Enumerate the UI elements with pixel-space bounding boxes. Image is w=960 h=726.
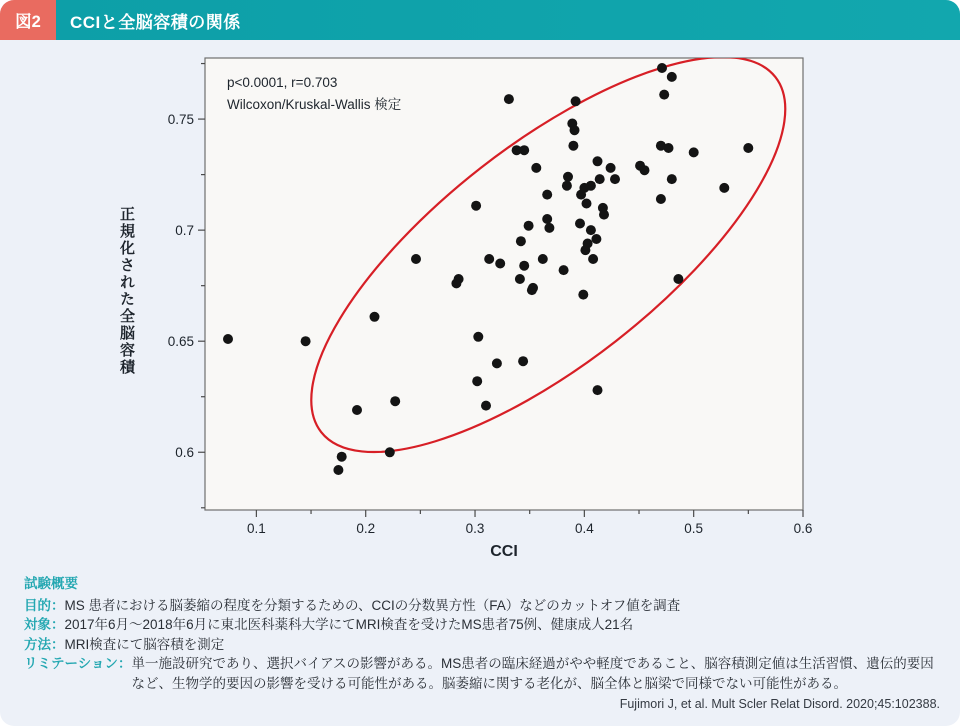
figure-number-badge: 図2 [0,0,56,40]
overview-item-text: 2017年6月～2018年6月に東北医科薬科大学にてMRI検査を受けたMS患者75例、健康成人21名 [64,617,634,633]
x-tick-label: 0.2 [356,521,376,536]
scatter-point [570,125,580,135]
scatter-point [352,405,362,415]
scatter-point [656,194,666,204]
scatter-point [664,143,674,153]
overview-item-method [24,635,940,655]
study-overview [24,574,940,693]
overview-item-label: 方法： [24,636,65,652]
scatter-point [562,181,572,191]
overview-item-label: 対象： [24,617,65,633]
scatter-point [337,452,347,462]
y-tick-label: 0.6 [175,444,194,460]
scatter-point [673,274,683,284]
overview-item-text: MS 患者における脳萎縮の程度を分類するための、CCIの分数異方性（FA）などのカットオフ値を調査 [64,597,681,613]
scatter-point [504,94,514,104]
scatter-point [563,172,573,182]
scatter-point [610,174,620,184]
x-tick-label: 0.5 [684,521,704,536]
scatter-point [472,376,482,386]
scatter-point [531,163,541,173]
scatter-point [492,358,502,368]
scatter-point [640,165,650,175]
scatter-point [559,265,569,275]
scatter-point [451,278,461,288]
scatter-point [599,210,609,220]
scatter-point [667,174,677,184]
scatter-point [481,401,491,411]
scatter-point [719,183,729,193]
study-overview-heading: 試験概要 [24,576,78,591]
scatter-point [571,96,581,106]
scatter-point [606,163,616,173]
scatter-point [516,236,526,246]
x-tick-label: 0.4 [574,521,594,536]
scatter-point [578,290,588,300]
scatter-point [743,143,753,153]
scatter-point [518,356,528,366]
overview-item-label: リミテーション： [24,656,132,672]
scatter-point [411,254,421,264]
scatter-point [385,447,395,457]
x-tick-label: 0.3 [465,521,485,536]
scatter-point [576,190,586,200]
scatter-point [593,385,603,395]
plot-area [205,58,803,510]
scatter-point [473,332,483,342]
scatter-point [519,261,529,271]
overview-item-purpose [24,596,940,616]
scatter-point [588,254,598,264]
x-tick-label: 0.6 [793,521,813,536]
citation: Fujimori J, et al. Mult Scler Relat Disord. 2020;45:102388. [619,697,940,711]
stats-annotation [227,72,401,117]
scatter-point [689,147,699,157]
overview-item-text: 単一施設研究であり、選択バイアスの影響がある。MS患者の臨床経過がやや軽度であること、脳容積測定値は生活習慣、遺伝的要因など、生物学的要因の影響を受ける可能性がある。脳萎縮に関する老化が、脳全体と脳梁で同様でない可能性がある。 [131,656,934,691]
overview-item-label: 目的： [24,597,65,613]
x-axis-label: CCI [490,543,518,560]
scatter-point [575,219,585,229]
scatter-point [542,214,552,224]
scatter-point [495,259,505,269]
overview-item-subjects [24,615,940,635]
overview-item-text: MRI検査にて脳容積を測定 [64,636,225,652]
scatter-point [471,201,481,211]
scatter-point [586,225,596,235]
scatter-point [591,234,601,244]
y-tick-label: 0.7 [175,222,194,238]
scatter-point [582,199,592,209]
y-tick-label: 0.75 [167,111,194,127]
x-tick-label: 0.1 [246,521,266,536]
overview-item-limitation [24,654,940,693]
scatter-point [542,190,552,200]
scatter-point [593,156,603,166]
scatter-point [667,72,677,82]
figure-title: CCIと全脳容積の関係 [56,0,960,40]
scatter-point [301,336,311,346]
scatter-point [659,90,669,100]
scatter-point [527,285,537,295]
y-tick-label: 0.65 [167,333,194,349]
scatter-point [538,254,548,264]
scatter-point [580,245,590,255]
scatter-point [515,274,525,284]
scatter-point [568,141,578,151]
scatter-point [370,312,380,322]
scatter-point [595,174,605,184]
annotation-pvalue: p<0.0001, r=0.703 [227,75,338,90]
scatter-point [223,334,233,344]
annotation-test-name: Wilcoxon/Kruskal-Wallis 検定 [227,97,402,113]
scatter-point [484,254,494,264]
scatter-point [519,145,529,155]
scatter-point [333,465,343,475]
y-axis-label: 正規化された全脳容積 [118,206,135,376]
scatter-point [524,221,534,231]
scatter-point [657,63,667,73]
scatter-point [390,396,400,406]
scatter-point [544,223,554,233]
